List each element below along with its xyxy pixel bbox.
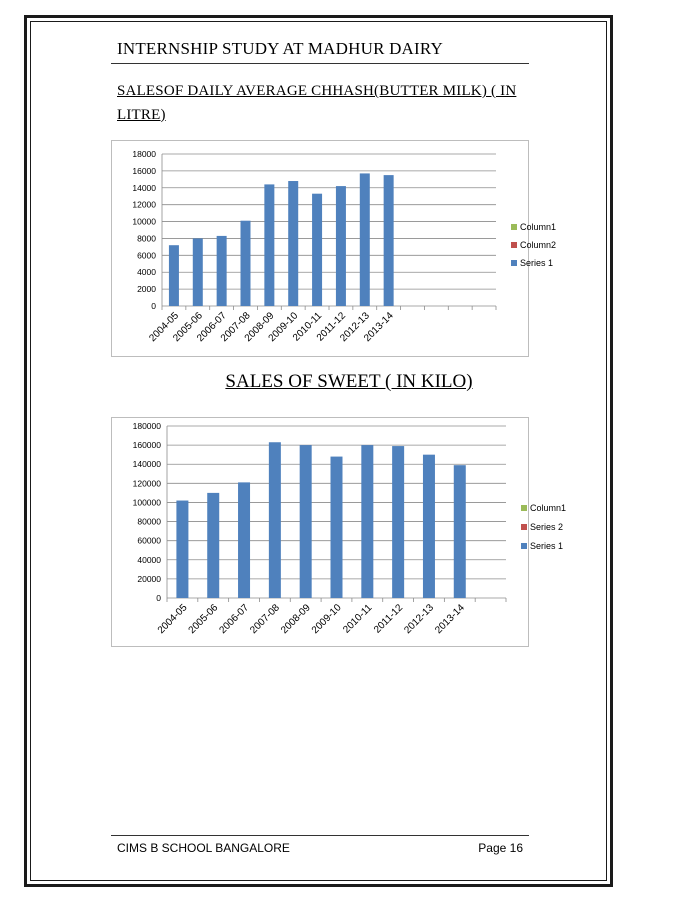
chhash-legend-label: Column2 bbox=[520, 240, 557, 250]
sweet-y-tick-label: 40000 bbox=[137, 554, 161, 565]
chhash-legend-swatch bbox=[511, 260, 517, 266]
sweet-x-tick-label: 2006-07 bbox=[217, 602, 252, 637]
chhash-legend-label: Column1 bbox=[520, 222, 557, 232]
page-header-title: INTERNSHIP STUDY AT MADHUR DAIRY bbox=[117, 39, 443, 58]
sweet-legend-swatch bbox=[521, 543, 527, 549]
sweet-legend-swatch bbox=[521, 505, 527, 511]
chhash-x-tick-label: 2010-11 bbox=[290, 310, 325, 344]
sweet-legend-swatch bbox=[521, 524, 527, 530]
sweet-x-tick-label: 2005-06 bbox=[186, 602, 221, 637]
chhash-x-tick-label: 2013-14 bbox=[362, 310, 396, 345]
chhash-x-tick-label: 2012-13 bbox=[338, 310, 372, 345]
sweet-x-tick-label: 2013-14 bbox=[433, 602, 467, 637]
sweet-sales-chart bbox=[111, 417, 567, 647]
header-rule bbox=[111, 63, 529, 64]
footer-rule bbox=[111, 835, 529, 836]
chhash-y-tick-label: 18000 bbox=[132, 149, 156, 159]
chhash-y-tick-label: 8000 bbox=[137, 233, 156, 244]
sweet-x-tick-label: 2008-09 bbox=[279, 602, 313, 637]
sweet-bar-2006-07 bbox=[238, 482, 250, 598]
chhash-bar-2012-13 bbox=[360, 173, 370, 306]
footer-school-name: CIMS B SCHOOL BANGALORE bbox=[117, 841, 290, 855]
sweet-sales-chart-svg bbox=[112, 418, 567, 648]
sweet-y-tick-label: 180000 bbox=[132, 421, 161, 431]
sweet-y-tick-label: 120000 bbox=[132, 478, 161, 489]
chhash-sales-chart-svg bbox=[112, 141, 557, 358]
chhash-x-tick-label: 2007-08 bbox=[218, 310, 253, 345]
chhash-y-tick-label: 2000 bbox=[137, 284, 156, 295]
sweet-x-tick-label: 2012-13 bbox=[402, 602, 437, 637]
sweet-y-tick-label: 60000 bbox=[137, 535, 161, 546]
sweet-y-tick-label: 20000 bbox=[137, 573, 161, 584]
sweet-y-tick-label: 140000 bbox=[132, 459, 161, 470]
chhash-bar-2007-08 bbox=[241, 221, 251, 306]
chhash-bar-2008-09 bbox=[264, 184, 274, 306]
chhash-x-tick-label: 2004-05 bbox=[147, 310, 182, 345]
sweet-x-tick-label: 2010-11 bbox=[341, 602, 375, 636]
chhash-legend-label: Series 1 bbox=[520, 258, 554, 268]
sweet-y-tick-label: 0 bbox=[156, 593, 161, 603]
sweet-bar-2011-12 bbox=[392, 446, 404, 598]
chhash-x-tick-label: 2008-09 bbox=[242, 310, 277, 345]
chhash-x-tick-label: 2005-06 bbox=[171, 310, 205, 345]
chhash-bar-2005-06 bbox=[193, 238, 203, 306]
sweet-x-tick-label: 2007-08 bbox=[248, 602, 282, 637]
chhash-legend-swatch bbox=[511, 224, 517, 230]
chhash-x-tick-label: 2006-07 bbox=[195, 310, 229, 345]
sweet-bar-2005-06 bbox=[207, 493, 219, 598]
sweet-sales-heading: SALES OF SWEET ( IN KILO) bbox=[225, 371, 473, 392]
chhash-x-tick-label: 2009-10 bbox=[266, 310, 301, 345]
sweet-x-tick-label: 2011-12 bbox=[372, 602, 406, 636]
sweet-bar-2007-08 bbox=[269, 442, 281, 598]
sweet-legend-label: Series 2 bbox=[530, 522, 564, 532]
sweet-bar-2008-09 bbox=[300, 445, 312, 598]
sweet-x-tick-label: 2004-05 bbox=[155, 602, 190, 637]
chhash-bar-2013-14 bbox=[384, 175, 394, 306]
chhash-x-tick-label: 2011-12 bbox=[314, 310, 349, 344]
chhash-legend-swatch bbox=[511, 242, 517, 248]
chhash-sales-chart bbox=[111, 140, 557, 357]
sweet-x-tick-label: 2009-10 bbox=[309, 602, 344, 637]
chhash-bar-2010-11 bbox=[312, 194, 322, 306]
sweet-legend-label: Column1 bbox=[530, 503, 567, 513]
chhash-y-tick-label: 4000 bbox=[137, 267, 156, 278]
chhash-y-tick-label: 12000 bbox=[132, 199, 156, 210]
sweet-y-tick-label: 160000 bbox=[132, 440, 161, 451]
sweet-bar-2004-05 bbox=[176, 501, 188, 598]
chhash-bar-2009-10 bbox=[288, 181, 298, 306]
sweet-legend-label: Series 1 bbox=[530, 541, 564, 551]
sweet-bar-2012-13 bbox=[423, 455, 435, 598]
chhash-bar-2011-12 bbox=[336, 186, 346, 306]
footer-page-number: Page 16 bbox=[478, 841, 523, 855]
chhash-y-tick-label: 14000 bbox=[132, 182, 156, 193]
sweet-bar-2013-14 bbox=[454, 465, 466, 598]
chhash-sales-heading: SALESOF DAILY AVERAGE CHHASH(BUTTER MILK) ( IN LITRE) bbox=[117, 83, 517, 123]
sweet-y-tick-label: 80000 bbox=[137, 516, 161, 527]
chhash-y-tick-label: 0 bbox=[151, 301, 156, 311]
sweet-bar-2010-11 bbox=[361, 445, 373, 598]
chhash-bar-2006-07 bbox=[217, 236, 227, 306]
chhash-bar-2004-05 bbox=[169, 245, 179, 306]
sweet-y-tick-label: 100000 bbox=[132, 497, 161, 508]
sweet-bar-2009-10 bbox=[331, 457, 343, 598]
chhash-y-tick-label: 10000 bbox=[132, 216, 156, 227]
chhash-y-tick-label: 16000 bbox=[132, 165, 156, 176]
chhash-y-tick-label: 6000 bbox=[137, 250, 156, 261]
